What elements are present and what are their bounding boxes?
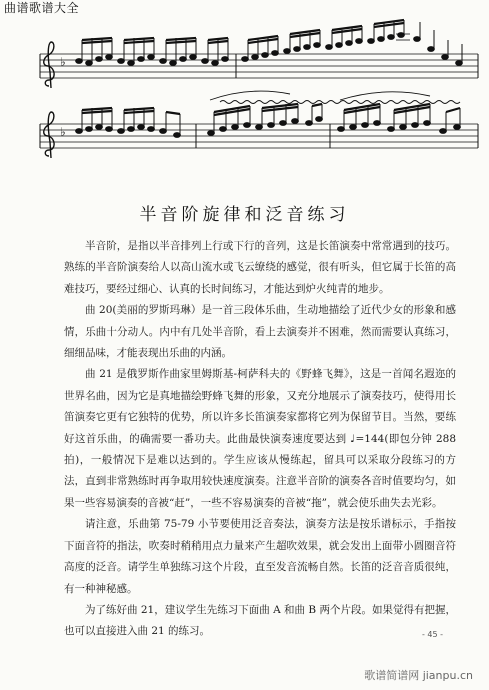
notes-system-1 (76, 20, 463, 65)
music-score-excerpt (0, 0, 489, 180)
treble-clef-icon (44, 42, 54, 88)
paragraph-4: 请注意，乐曲第 75-79 小节要使用泛音奏法，演奏方法是按乐谱标示，手指按下面音符的指法，吹奏时稍稍用点力量来产生超吹效果，就会发出上面带小圆圈音符高度的泛音。请学生单独练习这个片段，直至发音流畅自然。长笛的泛音音质很纯，有一种神秘感。 (64, 518, 456, 595)
paragraph-2: 曲 20(美丽的罗斯玛琳）是一首三段体乐曲，生动地描绘了近代少女的形象和感情，乐曲十分动人。内中有几处半音阶，看上去演奏并不困难，然而需要认真练习，细细品味，才能表现出乐曲的内涵。 (64, 304, 456, 360)
paragraph-1: 半音阶，是指以半音排列上行或下行的音列，这是长笛演奏中常常遇到的技巧。熟练的半音阶演奏给人以高山流水或飞云缭绕的感觉，很有听头，但它属于长笛的高难技巧，要经过细心、认真的长时间练习，才能达到炉火纯青的地步。 (64, 240, 456, 295)
paragraph-3: 曲 21 是俄罗斯作曲家里姆斯基-柯萨科夫的《野蜂飞舞》，这是一首闻名遐迩的世界名曲，因为它是真地描绘野蜂飞舞的形象，又充分地展示了演奏技巧，使得用长笛演奏它更有它独特的优势，所以许多长笛演奏家都将它列为保留节目。当然，要练好这首乐曲，的确需要一番功夫。此曲最快演奏速度要达到 ♩=144(即包分钟 288 拍)，一般情况下是难以达到的。学生应该从慢练起，留具可以采取分段练习的方法，直到非常熟练时再争取用较快速度演奏。注意半音阶的演奏各音时值要均匀，如果一些容易演奏的音被“赶”，一些不容易演奏的音被“拖”，就会使乐曲失去光彩。 (64, 368, 456, 509)
section-heading: 半音阶旋律和泛音练习 (139, 205, 350, 225)
site-watermark: 歌谱简谱网 jianpu.cn (364, 669, 473, 682)
page-number: - 45 - (421, 630, 443, 639)
site-corner-label: 曲谱歌谱大全 (4, 1, 80, 15)
paragraph-5: 为了练好曲 21，建议学生先练习下面曲 A 和曲 B 两个片段。如果觉得有把握，也可以直接进入曲 21 的练习。 (64, 603, 456, 638)
notes-system-2 (76, 91, 461, 137)
trill-line-icon (220, 101, 460, 104)
body-text (64, 236, 456, 643)
flat-key-signature-icon-2: ♭ (60, 125, 66, 139)
treble-clef-icon-2 (44, 112, 54, 158)
flat-key-signature-icon: ♭ (60, 55, 66, 69)
